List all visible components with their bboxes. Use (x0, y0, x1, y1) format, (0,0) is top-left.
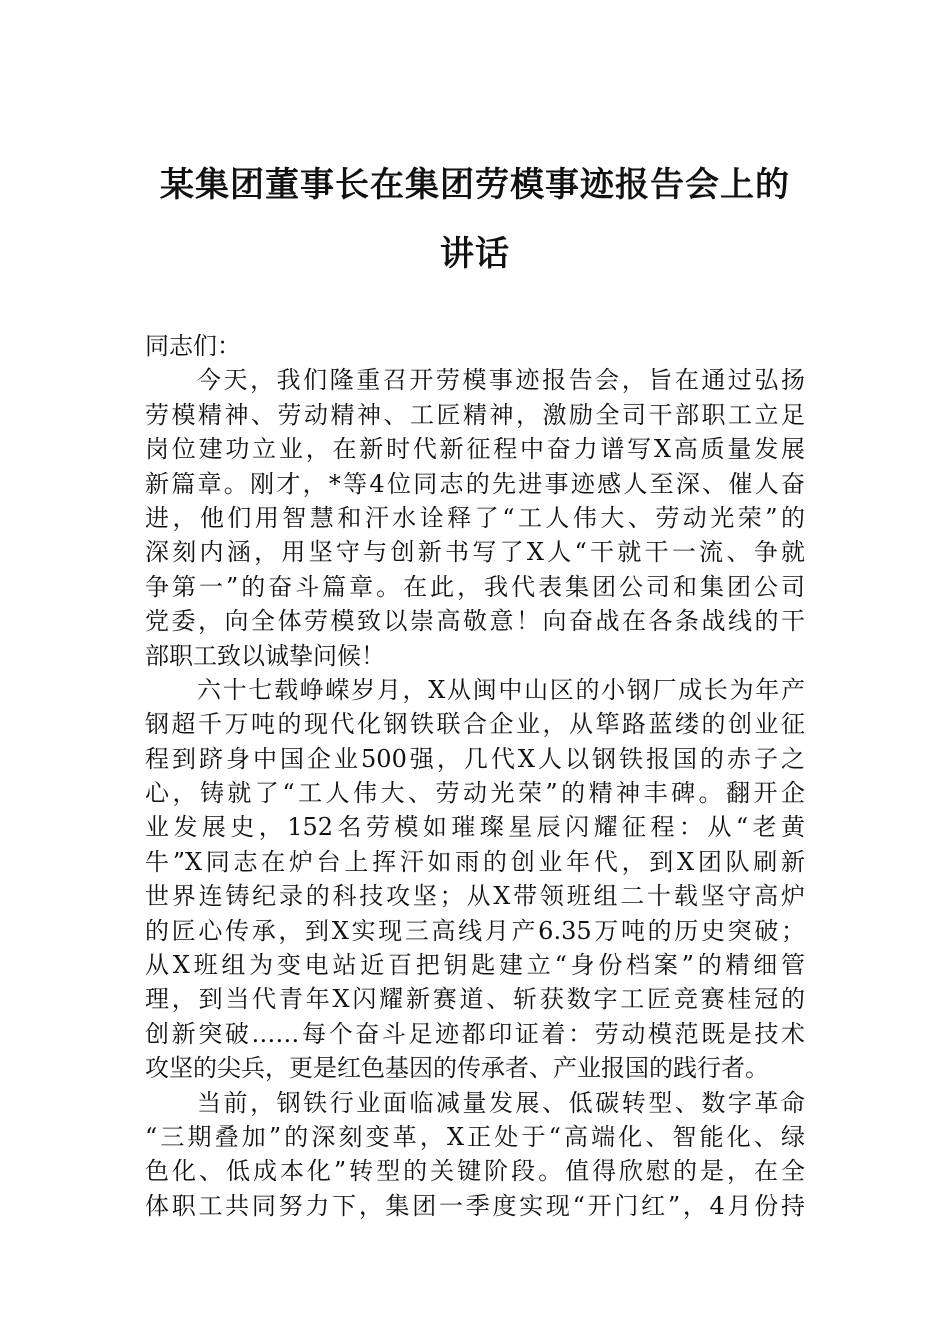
paragraph-line: 创新突破……每个奋斗足迹都印证着：劳动模范既是技术 (145, 1019, 805, 1048)
paragraph-line: 劳模精神、劳动精神、工匠精神，激励全司干部职工立足 (145, 400, 805, 429)
paragraph-line: 今天，我们隆重召开劳模事迹报告会，旨在通过弘扬 (197, 366, 805, 395)
document-body (145, 329, 805, 1223)
paragraph-line: 岗位建功立业，在新时代新征程中奋力谱写X高质量发展 (145, 435, 805, 464)
paragraph-line: 理，到当代青年X闪耀新赛道、斩获数字工匠竞赛桂冠的 (145, 985, 805, 1014)
paragraph-1 (145, 363, 805, 673)
paragraph-line: 业发展史，152名劳模如璀璨星辰闪耀征程：从“老黄 (145, 813, 805, 842)
paragraph-line: 世界连铸纪录的科技攻坚；从X带领班组二十载坚守高炉 (145, 882, 805, 911)
paragraph-line: 的匠心传承，到X实现三高线月产6.35万吨的历史突破； (145, 916, 805, 945)
paragraph-line: 部职工致以诚挚问候！ (145, 641, 385, 670)
paragraph-line: 新篇章。刚才，*等4位同志的先进事迹感人至深、催人奋 (145, 469, 805, 498)
paragraph-3 (145, 1086, 805, 1224)
paragraph-line: 当前，钢铁行业面临减量发展、低碳转型、数字革命 (197, 1088, 805, 1117)
paragraph-line: 牛”X同志在炉台上挥汗如雨的创业年代，到X团队刷新 (145, 847, 805, 876)
paragraph-2 (145, 673, 805, 1086)
paragraph-line: 进，他们用智慧和汗水诠释了“工人伟大、劳动光荣”的 (145, 503, 805, 532)
paragraph-line: 六十七载峥嵘岁月，X从闽中山区的小钢厂成长为年产 (197, 675, 805, 704)
paragraph-line: 程到跻身中国企业500强，几代X人以钢铁报国的赤子之 (145, 744, 805, 773)
paragraph-line: 体职工共同努力下，集团一季度实现“开门红”，4月份持 (145, 1191, 805, 1220)
paragraph-line: 从X班组为变电站近百把钥匙建立“身份档案”的精细管 (145, 951, 805, 980)
paragraph-line: 钢超千万吨的现代化钢铁联合企业，从筚路蓝缕的创业征 (145, 710, 805, 739)
document-title-line-1: 某集团董事长在集团劳模事迹报告会上的 (160, 165, 790, 205)
paragraph-line: 色化、低成本化”转型的关键阶段。值得欣慰的是，在全 (145, 1157, 805, 1186)
paragraph-line: 争第一”的奋斗篇章。在此，我代表集团公司和集团公司 (145, 572, 805, 601)
paragraph-line: 深刻内涵，用坚守与创新书写了X人“干就干一流、争就 (145, 538, 805, 567)
salutation: 同志们： (145, 332, 241, 360)
document-title-line-2: 讲话 (440, 234, 510, 274)
paragraph-line: 攻坚的尖兵，更是红色基因的传承者、产业报国的践行者。 (145, 1054, 769, 1083)
paragraph-line: 党委，向全体劳模致以崇高敬意！向奋战在各条战线的干 (145, 607, 805, 636)
paragraph-line: “三期叠加”的深刻变革，X正处于“高端化、智能化、绿 (145, 1122, 805, 1151)
paragraph-line: 心，铸就了“工人伟大、劳动光荣”的精神丰碑。翻开企 (145, 779, 805, 808)
